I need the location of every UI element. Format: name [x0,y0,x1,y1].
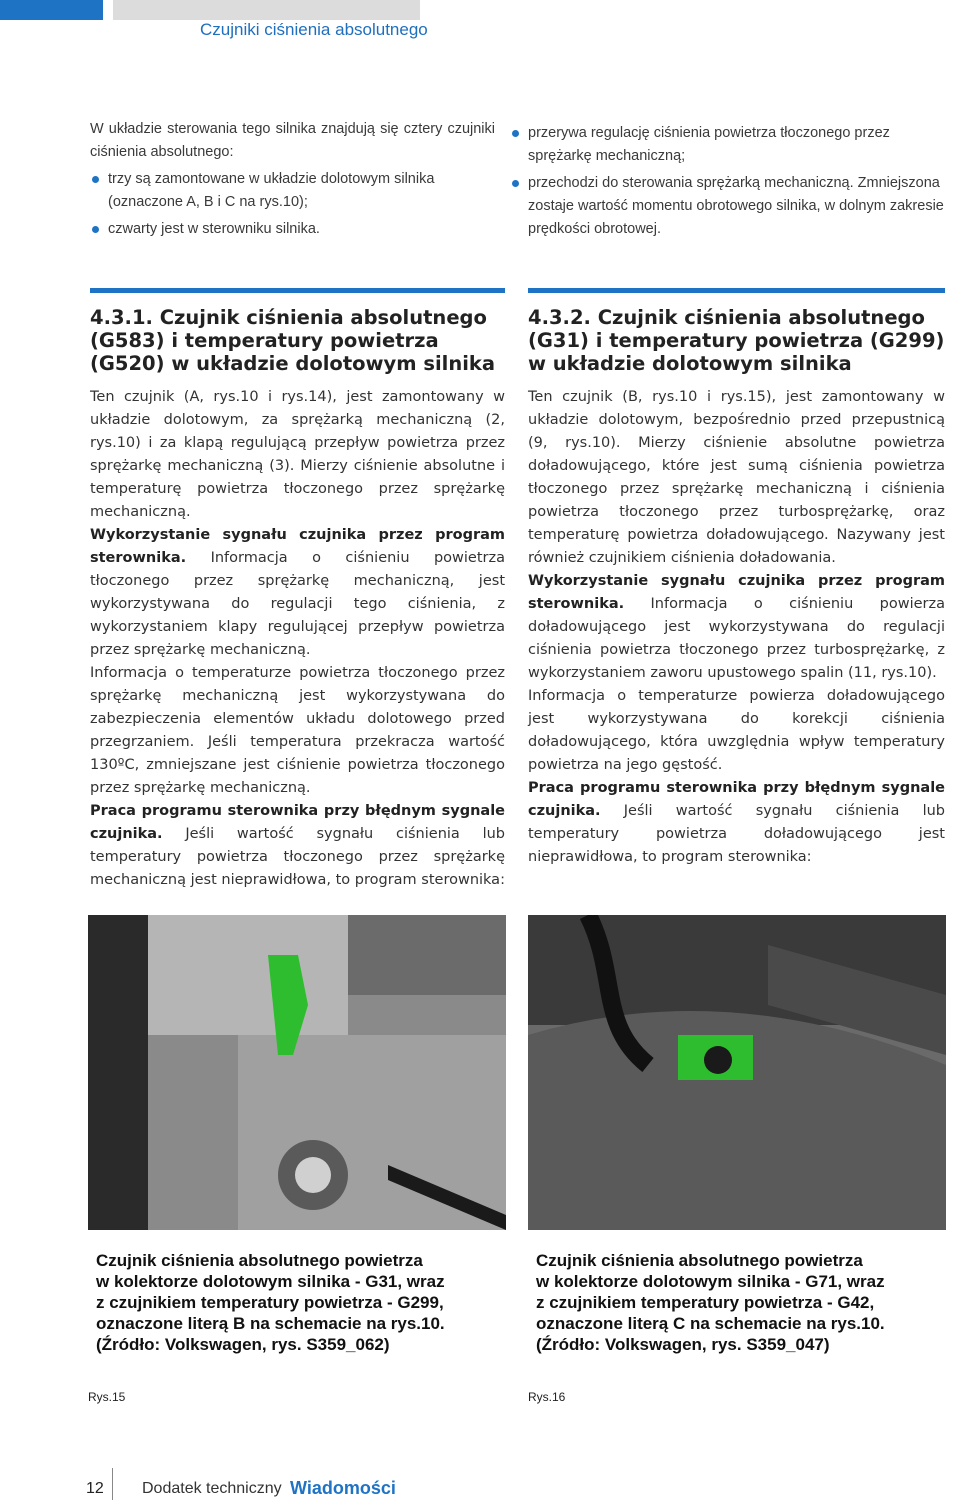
header-tab [113,0,420,20]
paragraph-text: Informacja o ciśnieniu powierza doładowującego jest wykorzystywana do regulacji ciśnienia powietrza tłoczonego przez turbosprężarkę, z wykorzystaniem zaworu upustowego spalin (11, rys.10). [528,596,945,681]
list-item: przechodzi do sterowania sprężarką mechaniczną. Zmniejszona zostaje wartość momentu obrotowego silnika, w dolnym zakresie prędkości obrotowej. [510,172,945,241]
intro-left [90,118,495,245]
figure-photo-rys16 [528,915,946,1380]
section-divider [528,288,945,293]
intro-right [510,118,945,245]
footer-divider [112,1468,113,1500]
page-title: Czujniki ciśnienia absolutnego [200,20,428,39]
section-paragraph [90,524,505,662]
section-body-right [528,386,945,869]
intro-right-list [510,122,945,241]
paragraph-text: Jeśli wartość sygnału ciśnienia lub temperatury powietrza tłoczonego przez sprężarkę mechaniczną jest nieprawidłowa, to program sterownika: [90,826,505,888]
section-paragraph [90,800,505,892]
caption-box [88,1230,506,1380]
section-title-4-3-2: 4.3.2. Czujnik ciśnienia absolutnego (G31) i temperatury powietrza (G299) w układzie dolotowym silnika [528,306,945,375]
header-accent-block [0,0,103,20]
figure-label: Rys.15 [88,1390,126,1404]
bold-lead: Praca programu sterownika przy błędnym sygnale czujnika. [90,803,505,842]
section-title-4-3-1: 4.3.1. Czujnik ciśnienia absolutnego (G583) i temperatury powietrza (G520) w układzie dolotowym silnika [90,306,496,375]
figure-caption: Czujnik ciśnienia absolutnego powietrza w kolektorze dolotowym silnika - G71, wraz z czujnikiem temperatury powietrza - G42, oznaczone literą C na schemacie na rys.10. (Źródło: Volkswagen, rys. S359_047) [536,1251,885,1354]
caption-box [528,1230,946,1380]
section-paragraph: Informacja o temperaturze powierza doładowującego jest wykorzystywana do korekcji ciśnienia doładowującego, która uwzględnia wpływ temperatury powietrza na jego gęstość. [528,688,945,773]
figure-caption: Czujnik ciśnienia absolutnego powietrza w kolektorze dolotowym silnika - G31, wraz z czujnikiem temperatury powietrza - G299, oznaczone literą B na schemacie na rys.10. (Źródło: Volkswagen, rys. S359_062) [96,1251,445,1354]
section-paragraph: Ten czujnik (A, rys.10 i rys.14), jest zamontowany w układzie dolotowym, za sprężarką mechaniczną (2, rys.10) i za klapą regulującą przepływ powietrza przez sprężarkę mechaniczną (3). Mierzy ciśnienie absolutne i temperaturę powietrza tłoczonego przez sprężarkę mechaniczną. [90,389,505,520]
section-body-left [90,386,505,892]
section-paragraph [528,570,945,685]
section-paragraph: Ten czujnik (B, rys.10 i rys.15), jest zamontowany w układzie dolotowym, bezpośrednio przed przepustnicą (9, rys.10). Mierzy ciśnienie absolutne powietrza doładowującego, które jest sumą ciśnienia powietrza tłoczonego przez sprężarkę mechaniczną i ciśnienia powietrza tłoczonego przez turbosprężarkę, oraz temperaturę powietrza doładowującego. Nazywany jest również czujnikiem ciśnienia doładowania. [528,389,945,566]
section-divider [90,288,505,293]
paragraph-text: Jeśli wartość sygnału ciśnienia lub temperatury powietrza doładowującego jest nieprawidłowa, to program sterownika: [528,803,945,865]
section-paragraph: Informacja o temperaturze powietrza tłoczonego przez sprężarkę mechaniczną jest wykorzystywana do zabezpieczenia elementów układu dolotowego przed przegrzaniem. Jeśli temperatura przekracza wartość 130ºC, zmniejszane jest ciśnienie powietrza tłoczonego przez sprężarkę mechaniczną. [90,665,505,796]
list-item: trzy są zamontowane w układzie dolotowym silnika (oznaczone A, B i C na rys.10); [90,168,495,214]
engine-photo-illustration [88,915,506,1230]
bold-lead: Wykorzystanie sygnału czujnika przez program sterownika. [90,527,505,566]
figure-photo-rys15 [88,915,506,1380]
figure-label: Rys.16 [528,1390,566,1404]
page-number: 12 [86,1480,104,1497]
footer-section: Dodatek techniczny [142,1480,282,1497]
list-item: czwarty jest w sterowniku silnika. [90,218,495,241]
bold-lead: Wykorzystanie sygnału czujnika przez program sterownika. [528,573,945,612]
footer-brand-logo: Wiadomości [290,1478,396,1498]
list-item: przerywa regulację ciśnienia powietrza tłoczonego przez sprężarkę mechaniczną; [510,122,945,168]
paragraph-text: Informacja o ciśnieniu powietrza tłoczonego przez sprężarkę mechaniczną, jest wykorzystywana do regulacji tego ciśnienia, z wykorzystaniem klapy regulującej przepływ powietrza przez sprężarkę mechaniczną. [90,550,505,658]
engine-photo-illustration [528,915,946,1230]
intro-paragraph: W układzie sterowania tego silnika znajdują się cztery czujniki ciśnienia absolutnego: [90,121,495,160]
section-paragraph [528,777,945,869]
bold-lead: Praca programu sterownika przy błędnym sygnale czujnika. [528,780,945,819]
intro-left-list [90,168,495,241]
